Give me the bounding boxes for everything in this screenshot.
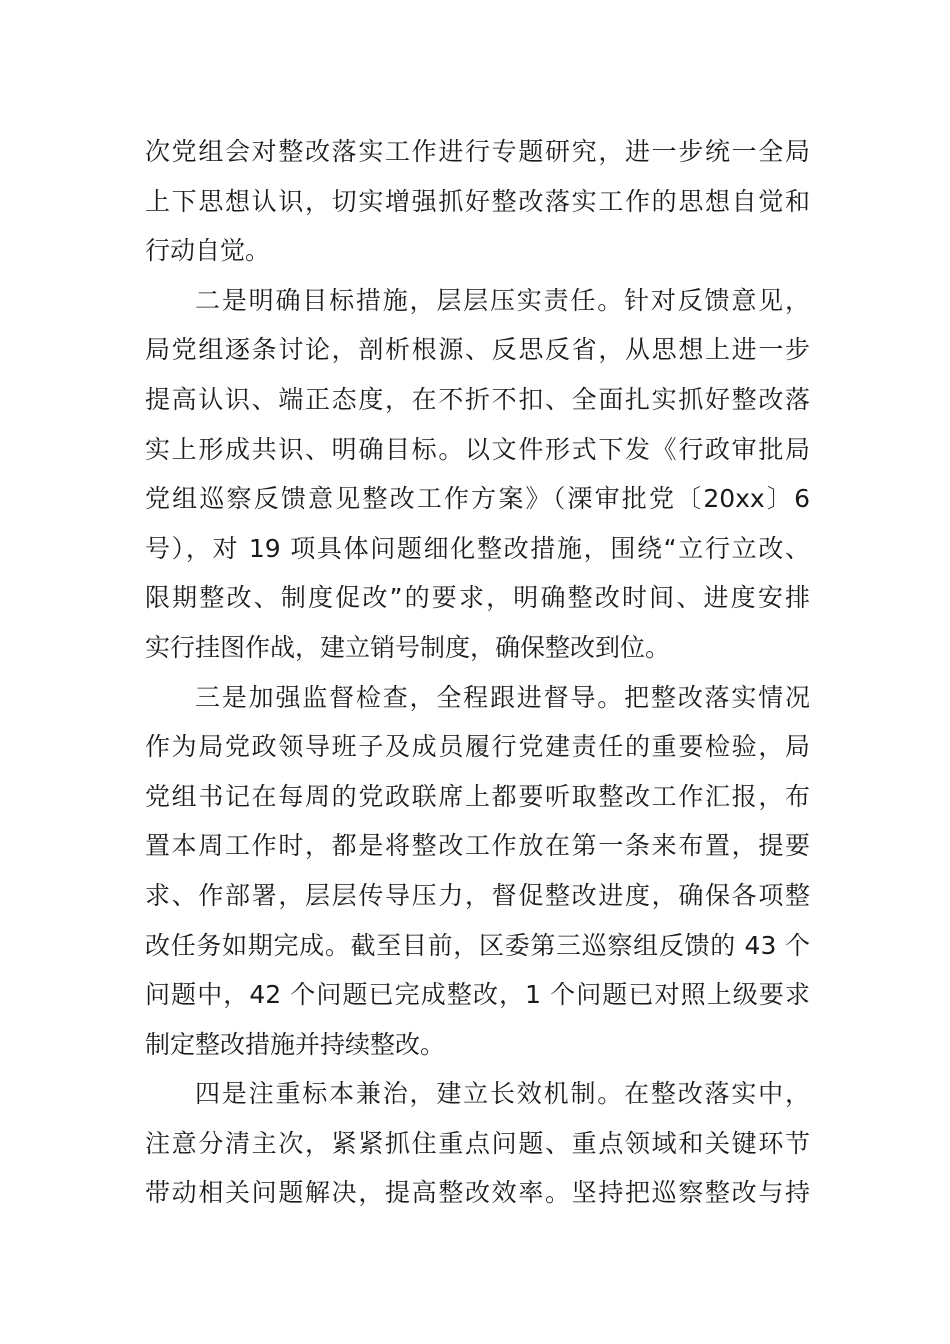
body-line: 上下思想认识，切实增强抓好整改落实工作的思想自觉和 (145, 186, 810, 216)
body-line: 次党组会对整改落实工作进行专题研究，进一步统一全局 (145, 137, 810, 166)
body-line: 置本周工作时，都是将整改工作放在第一条来布置，提要 (145, 831, 810, 861)
body-line: 实行挂图作战，建立销号制度，确保整改到位。 (145, 632, 671, 662)
body-line: 带动相关问题解决，提高整改效率。坚持把巡察整改与持 (145, 1178, 810, 1208)
body-line: 党组巡察反馈意见整改工作方案》（溧审批党〔20xx〕6 (145, 484, 810, 514)
body-line: 党组书记在每周的党政联席上都要听取整改工作汇报，布 (145, 781, 810, 811)
body-line: 求、作部署，层层传导压力，督促整改进度，确保各项整 (145, 880, 810, 910)
body-line: 局党组逐条讨论，剖析根源、反思反省，从思想上进一步 (145, 335, 810, 365)
paragraph-heading-line: 二是明确目标措施，层层压实责任。针对反馈意见， (195, 285, 810, 315)
paragraph-heading-line: 四是注重标本兼治，建立长效机制。在整改落实中， (195, 1079, 810, 1109)
body-line: 问题中，42 个问题已完成整改，1 个问题已对照上级要求 (145, 980, 810, 1010)
body-line: 提高认识、端正态度，在不折不扣、全面扎实抓好整改落 (145, 384, 810, 414)
body-line: 行动自觉。 (145, 236, 271, 266)
body-line: 号），对 19 项具体问题细化整改措施，围绕“立行立改、 (145, 533, 810, 563)
body-line: 作为局党政领导班子及成员履行党建责任的重要检验，局 (145, 732, 810, 762)
body-line: 实上形成共识、明确目标。以文件形式下发《行政审批局 (145, 434, 810, 464)
body-line: 注意分清主次，紧紧抓住重点问题、重点领域和关键环节 (145, 1128, 810, 1158)
body-line: 改任务如期完成。截至目前，区委第三巡察组反馈的 43 个 (145, 930, 810, 960)
body-line: 限期整改、制度促改”的要求，明确整改时间、进度安排 (145, 583, 810, 613)
paragraph-heading-line: 三是加强监督检查，全程跟进督导。把整改落实情况 (195, 682, 810, 712)
body-line: 制定整改措施并持续整改。 (145, 1029, 446, 1059)
document-body (145, 127, 810, 1218)
